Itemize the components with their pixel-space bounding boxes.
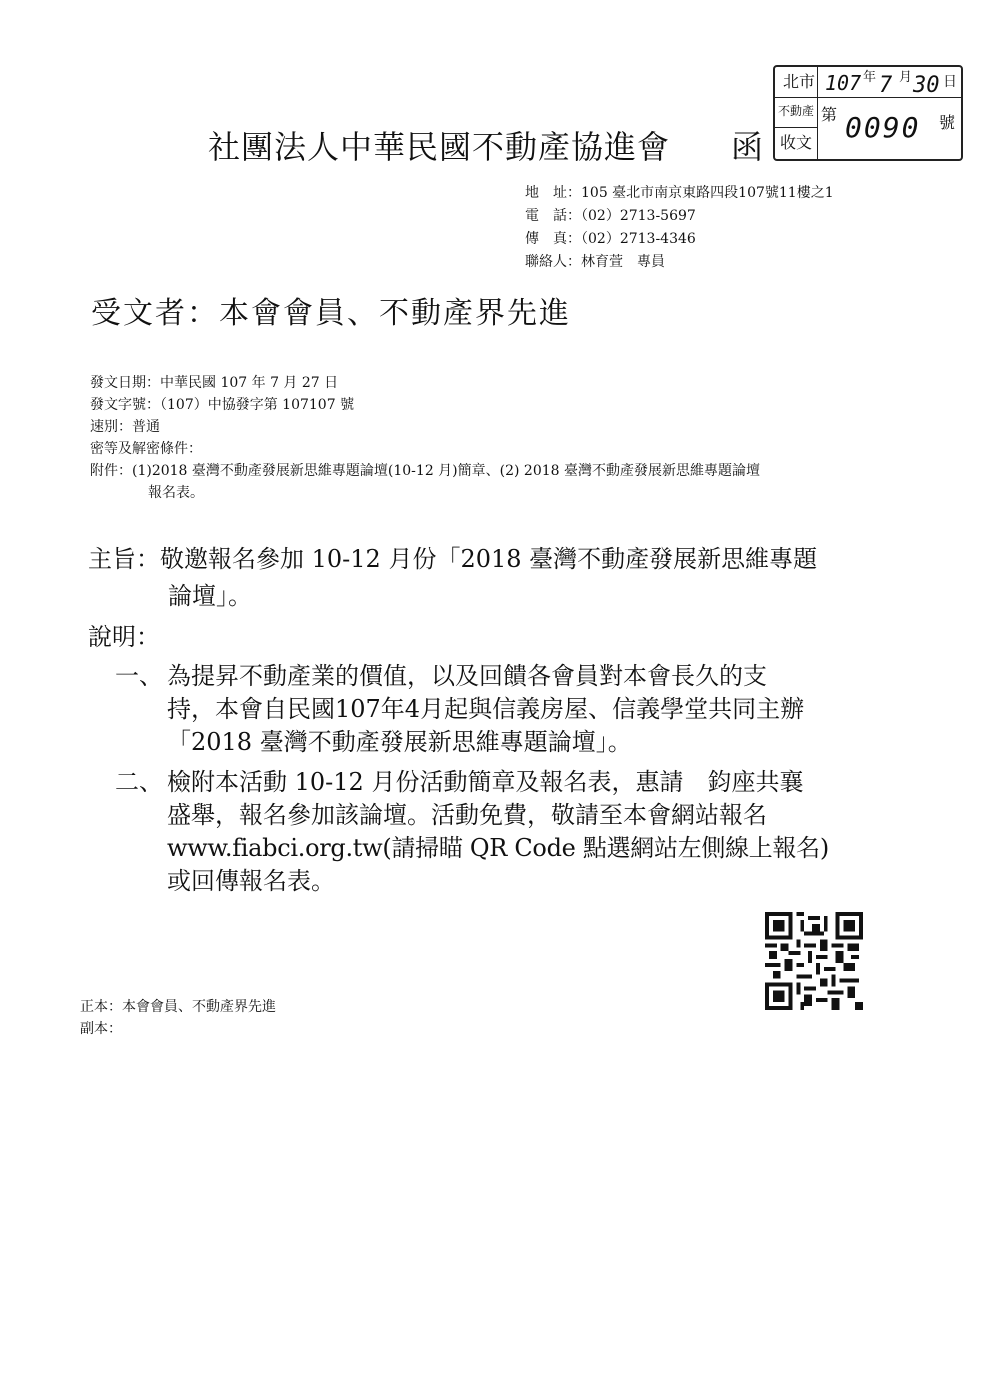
item-text-line: 或回傳報名表。 xyxy=(167,867,335,895)
stamp-divider xyxy=(775,127,817,128)
stamp-year-unit: 年 xyxy=(863,70,877,85)
contact-fax: 傳 真：（02）2713-4346 xyxy=(525,231,696,247)
stamp-received: 收文 xyxy=(780,133,813,152)
stamp-seq-prefix: 第 xyxy=(821,105,838,124)
distribution-block xyxy=(80,996,276,1040)
recipient-line: 受文者：本會會員、不動產界先進 xyxy=(91,296,571,331)
subject-line: 主旨：敬邀報名參加 10-12 月份「2018 臺灣不動產發展新思維專題 xyxy=(88,545,818,573)
stamp-year: 107 xyxy=(825,71,862,95)
document-number: 發文字號：（107）中協發字第 107107 號 xyxy=(90,397,355,413)
stamp-month-unit: 月 xyxy=(899,70,913,85)
item-text-line: 「2018 臺灣不動產發展新思維專題論壇」。 xyxy=(167,728,632,756)
attachment-line-continued: 報名表。 xyxy=(148,485,204,501)
stamp-seq-number: 0090 xyxy=(845,111,921,144)
item-text-line: 持，本會自民國107年4月起與信義房屋、信義學堂共同主辦 xyxy=(167,695,805,723)
document-type: 函 xyxy=(731,128,764,166)
item-text-line: 盛舉，報名參加該論壇。活動免費，敬請至本會網站報名 xyxy=(167,801,767,829)
stamp-agency: 不動產 xyxy=(778,104,815,118)
delivery-speed: 速別：普通 xyxy=(90,419,160,435)
issue-date: 發文日期：中華民國 107 年 7 月 27 日 xyxy=(90,375,339,391)
stamp-day-unit: 日 xyxy=(943,74,957,90)
original-recipients: 正本：本會會員、不動產界先進 xyxy=(80,999,276,1015)
stamp-city: 北市 xyxy=(783,72,816,91)
contact-address: 地 址：105 臺北市南京東路四段107號11樓之1 xyxy=(525,185,834,201)
explanation-heading: 說明： xyxy=(88,623,160,651)
stamp-day: 30 xyxy=(913,73,940,98)
stamp-divider xyxy=(775,97,817,98)
document-meta xyxy=(90,372,890,504)
qr-code-image xyxy=(765,912,863,1010)
stamp-month: 7 xyxy=(879,73,893,98)
website-link-line[interactable]: www.fiabci.org.tw(請掃瞄 QR Code 點選網站左側線上報名) xyxy=(167,834,829,862)
receipt-stamp xyxy=(773,65,963,161)
item-number: 二、 xyxy=(115,768,163,796)
subject-line-continued: 論壇」。 xyxy=(168,582,252,610)
item-text-line: 檢附本活動 10-12 月份活動簡章及報名表，惠請 鈞座共襄 xyxy=(167,768,804,796)
organization-title: 社團法人中華民國不動產協進會 xyxy=(208,128,671,166)
item-text-line: 為提昇不動產業的價值，以及回饋各會員對本會長久的支 xyxy=(167,662,767,690)
explanation-item xyxy=(115,766,885,898)
contact-person: 聯絡人：林育萱 專員 xyxy=(525,254,665,270)
stamp-seq-suffix: 號 xyxy=(939,113,956,132)
contact-phone: 電 話：（02）2713-5697 xyxy=(525,208,696,224)
attachment-line: 附件：(1)2018 臺灣不動產發展新思維專題論壇(10-12 月)簡章、(2) 2018 臺灣不動產發展新思維專題論壇 xyxy=(90,463,761,479)
copy-recipients: 副本： xyxy=(80,1021,122,1037)
security-level: 密等及解密條件： xyxy=(90,441,202,457)
contact-block xyxy=(525,182,834,274)
subject-block xyxy=(88,541,888,615)
explanation-item xyxy=(115,660,885,759)
item-number: 一、 xyxy=(115,662,163,690)
